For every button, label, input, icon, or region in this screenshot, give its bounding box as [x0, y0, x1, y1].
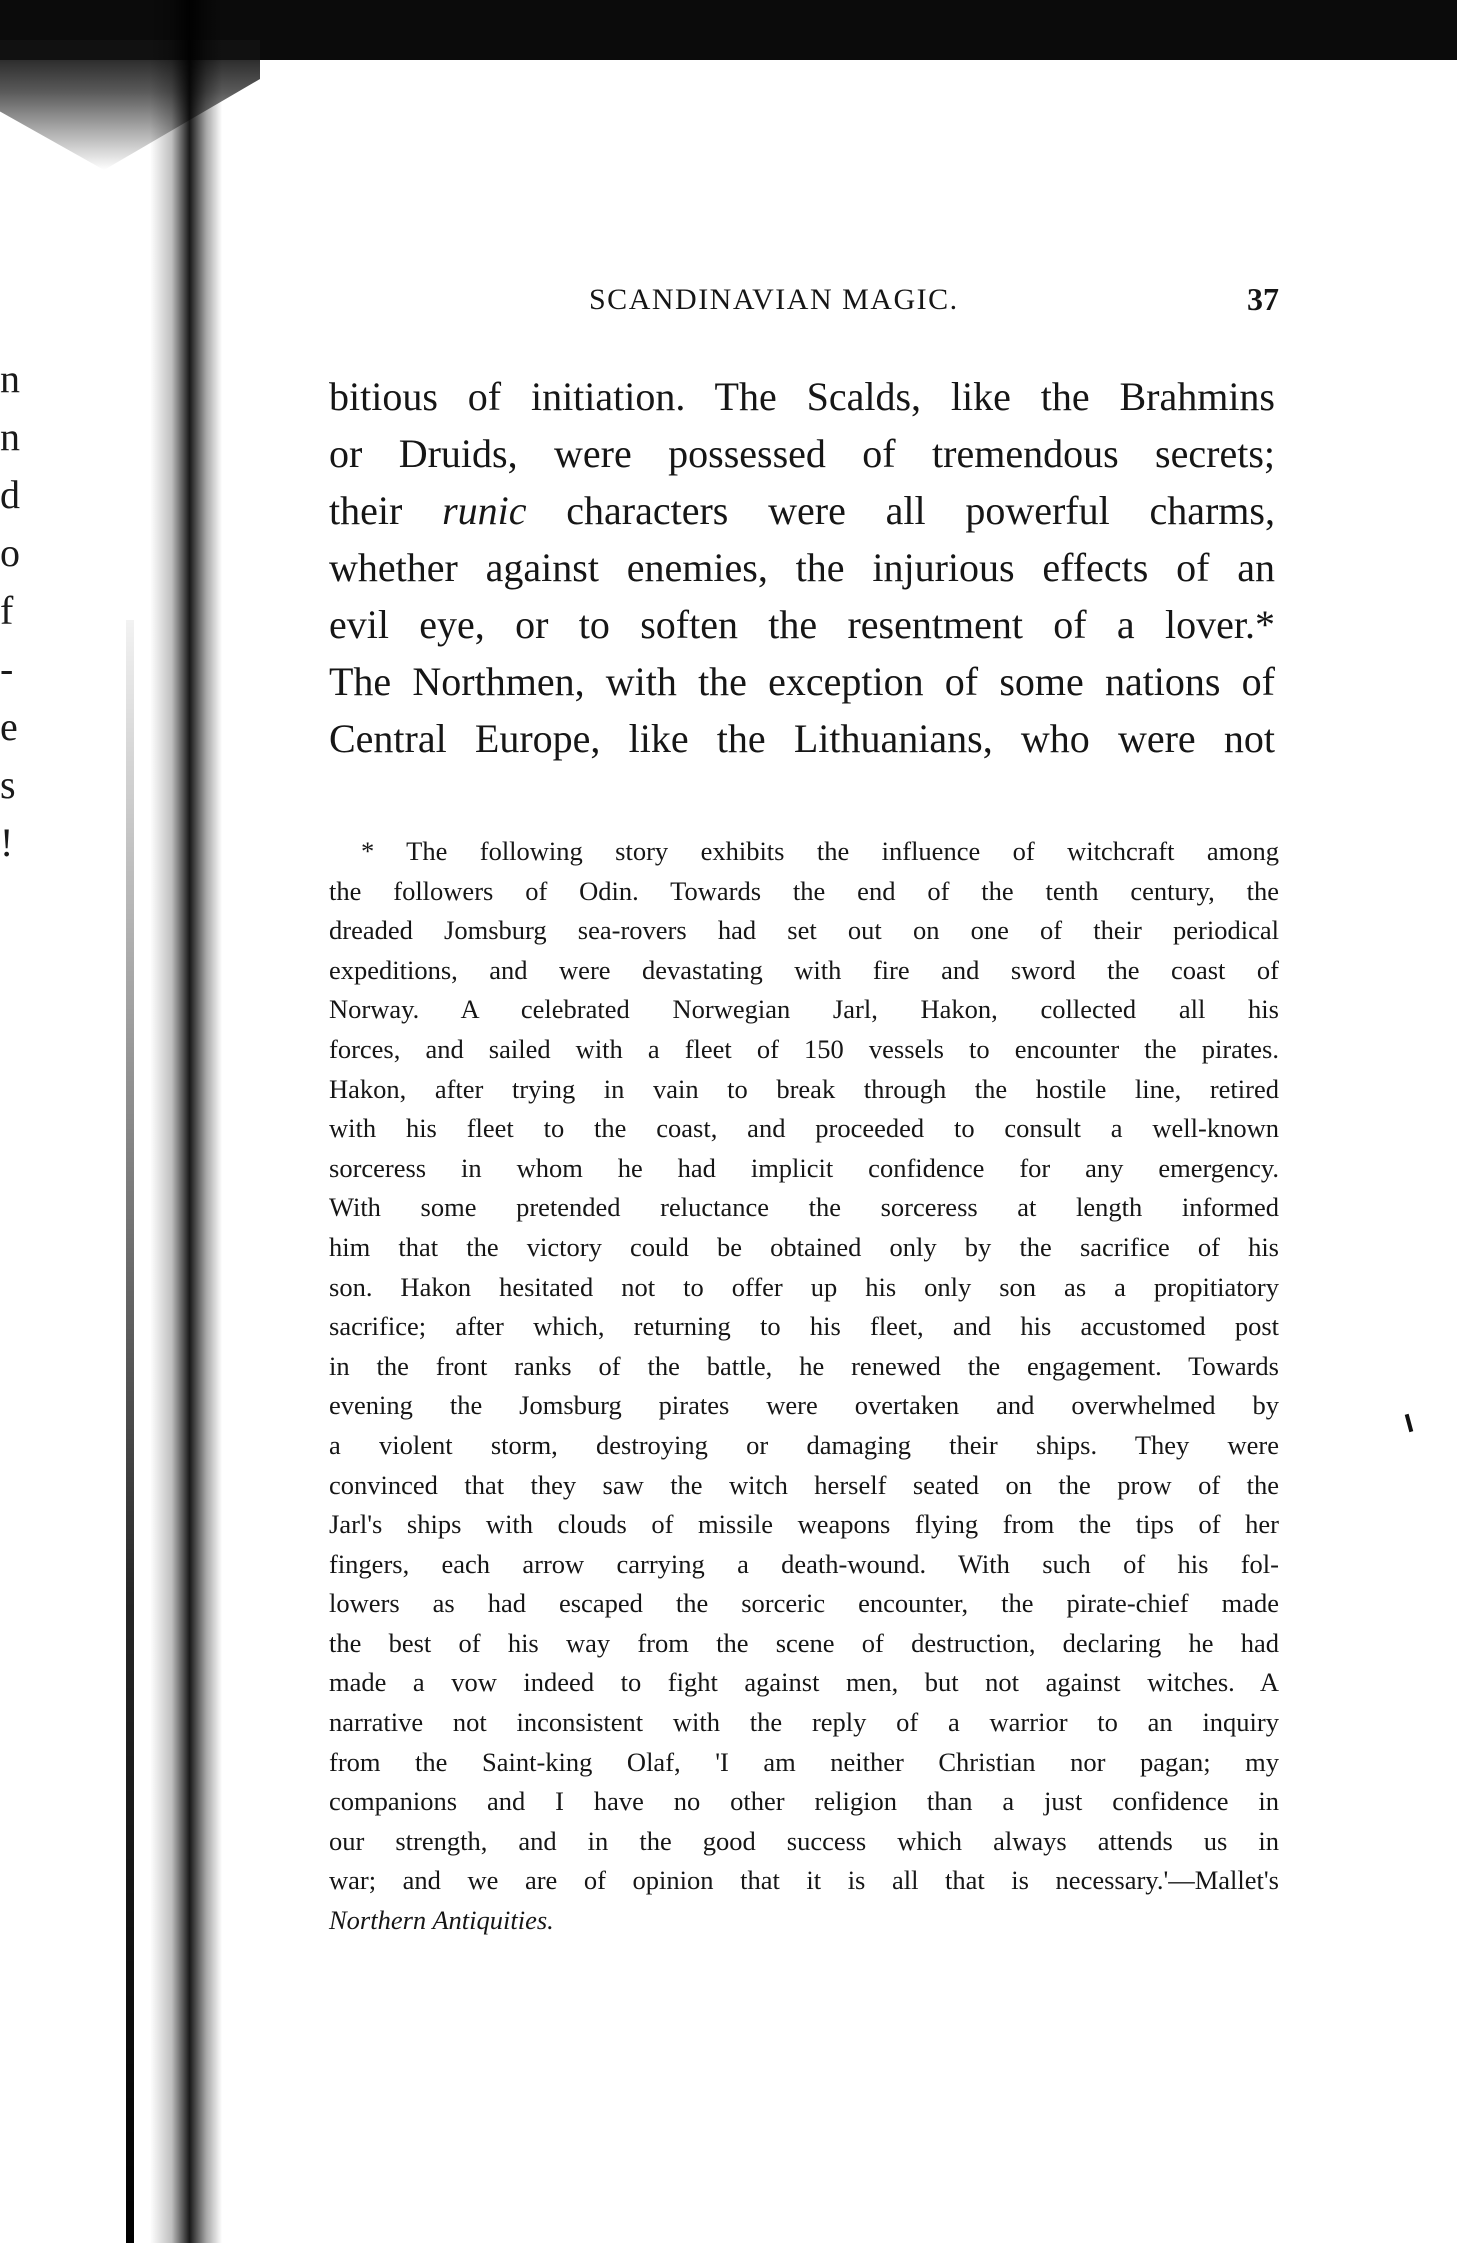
footnote-line: the best of his way from the scene of destruction, declaring he had — [329, 1627, 1279, 1658]
scan-speck — [1405, 1414, 1414, 1432]
footnote-line: convinced that they saw the witch herself seated on the prow of the — [329, 1469, 1279, 1500]
facing-page-fragment: n — [0, 356, 20, 401]
footnote-line: in the front ranks of the battle, he renewed the engagement. Towards — [329, 1350, 1279, 1381]
body-line — [329, 482, 1275, 539]
footnote-source-title: Northern Antiquities. — [329, 1905, 554, 1936]
facing-page-fragment: d — [0, 472, 20, 517]
footnote-line: Norway. A celebrated Norwegian Jarl, Hakon, collected all his — [329, 994, 1279, 1025]
body-line: Central Europe, like the Lithuanians, who were not — [329, 716, 1275, 761]
footnote-line: sacrifice; after which, returning to his fleet, and his accustomed post — [329, 1311, 1279, 1342]
facing-page-fragment: s — [0, 762, 16, 807]
footnote-line: son. Hakon hesitated not to offer up his only son as a propitiatory — [329, 1271, 1279, 1302]
footnote-line: evening the Jomsburg pirates were overtaken and overwhelmed by — [329, 1390, 1279, 1421]
footnote-line: sorceress in whom he had implicit confidence for any emergency. — [329, 1152, 1279, 1183]
footnote-line: our strength, and in the good success which always attends us in — [329, 1825, 1279, 1856]
italic-word: runic — [442, 488, 527, 533]
facing-page-fragment: e — [0, 704, 18, 749]
body-line: The Northmen, with the exception of some nations of — [329, 659, 1275, 704]
facing-page-fragment: ! — [0, 820, 14, 865]
footnote-line: with his fleet to the coast, and proceeded to consult a well-known — [329, 1113, 1279, 1144]
footnote-line — [329, 1901, 1279, 1941]
footnote-line: Hakon, after trying in vain to break through the hostile line, retired — [329, 1073, 1279, 1104]
footnote-line: fingers, each arrow carrying a death-wound. With such of his fol- — [329, 1548, 1279, 1579]
footnote-line: from the Saint-king Olaf, 'I am neither Christian nor pagan; my — [329, 1746, 1279, 1777]
running-title: SCANDINAVIAN MAGIC. — [589, 283, 959, 316]
page-number: 37 — [1247, 281, 1279, 317]
book-gutter-edge — [126, 620, 134, 2243]
footnote — [329, 832, 1279, 1941]
facing-page-fragment: - — [0, 646, 14, 691]
footnote-line: made a vow indeed to fight against men, but not against witches. A — [329, 1667, 1279, 1698]
facing-page-fragments — [0, 350, 40, 872]
footnote-line: forces, and sailed with a fleet of 150 vessels to encounter the pirates. — [329, 1033, 1279, 1064]
body-line-end: characters were all powerful charms, — [526, 488, 1275, 533]
body-text — [329, 368, 1275, 767]
footnote-line: expeditions, and were devastating with fire and sword the coast of — [329, 954, 1279, 985]
facing-page-fragment: f — [0, 588, 14, 633]
body-line: whether against enemies, the injurious effects of an — [329, 545, 1275, 590]
running-head — [329, 283, 1279, 327]
body-line: bitious of initiation. The Scalds, like the Brahmins — [329, 374, 1275, 419]
footnote-line: narrative not inconsistent with the reply of a warrior to an inquiry — [329, 1707, 1279, 1738]
body-line: or Druids, were possessed of tremendous secrets; — [329, 431, 1275, 476]
footnote-line: war; and we are of opinion that it is all that is necessary.'—Mallet's — [329, 1865, 1279, 1896]
footnote-line: the followers of Odin. Towards the end of the tenth century, the — [329, 875, 1279, 906]
footnote-line: With some pretended reluctance the sorceress at length informed — [329, 1192, 1279, 1223]
body-line-start: their — [329, 488, 443, 533]
footnote-line: lowers as had escaped the sorceric encounter, the pirate-chief made — [329, 1588, 1279, 1619]
footnote-line: * The following story exhibits the influence of witchcraft among — [361, 836, 1279, 866]
footnote-line: Jarl's ships with clouds of missile weapons flying from the tips of her — [329, 1509, 1279, 1540]
facing-page-fragment: o — [0, 530, 20, 575]
book-gutter-shadow — [150, 0, 222, 2243]
body-line: evil eye, or to soften the resentment of a lover.* — [329, 602, 1275, 647]
footnote-line: companions and I have no other religion than a just confidence in — [329, 1786, 1279, 1817]
footnote-line: a violent storm, destroying or damaging their ships. They were — [329, 1429, 1279, 1460]
facing-page-fragment: n — [0, 414, 20, 459]
footnote-line: dreaded Jomsburg sea-rovers had set out on one of their periodical — [329, 915, 1279, 946]
footnote-line: him that the victory could be obtained only by the sacrifice of his — [329, 1231, 1279, 1262]
